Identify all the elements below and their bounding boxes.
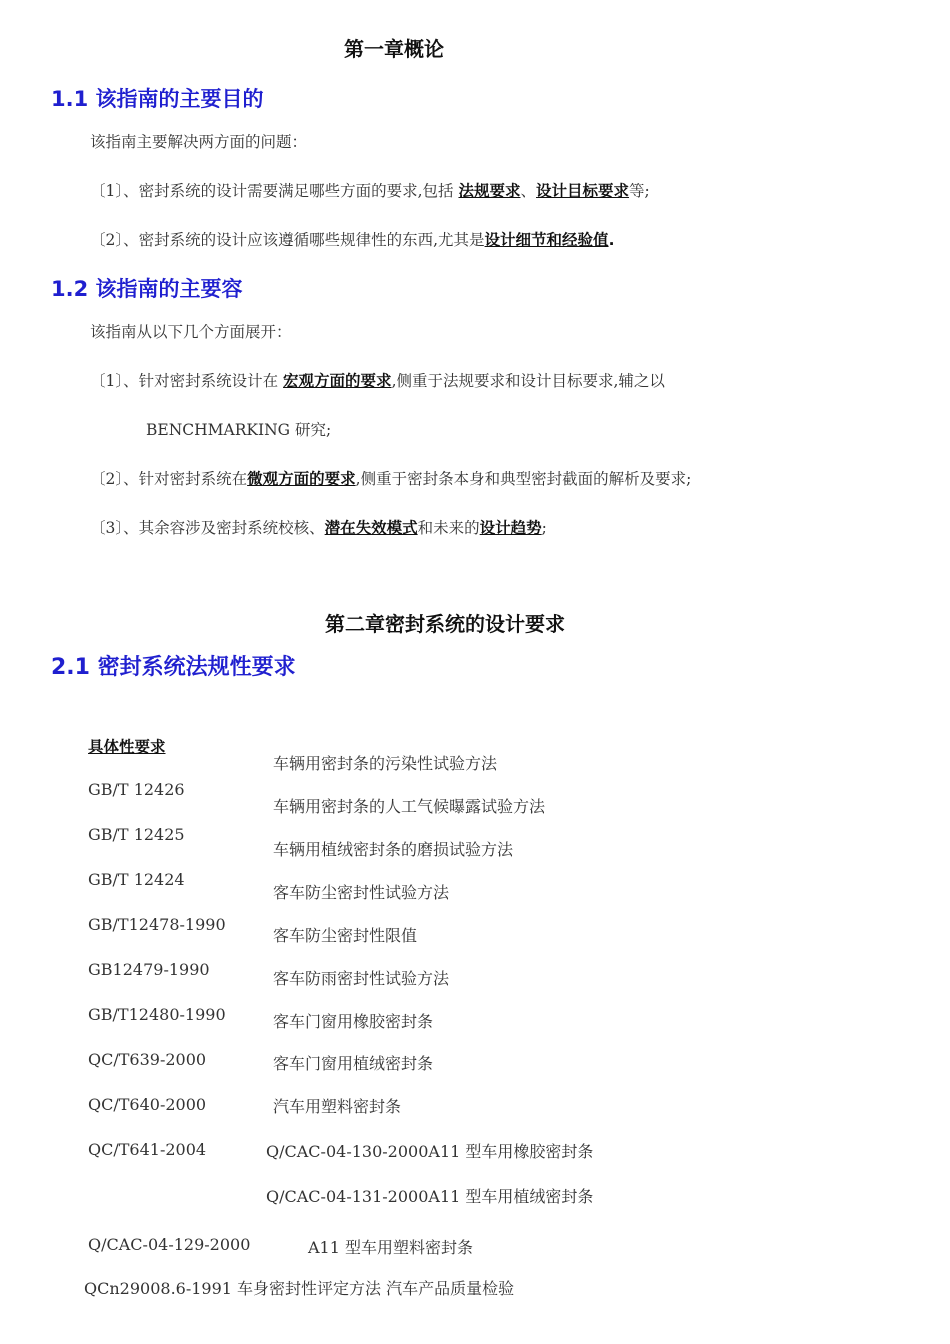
standard-name: 客车门窗用橡胶密封条 (273, 1012, 434, 1031)
standard-line: Q/CAC-04-130-2000A11 型车用橡胶密封条 (266, 1142, 594, 1161)
item-text: 〔1〕、密封系统的设计需要满足哪些方面的要求,包括 (90, 182, 459, 200)
item-text: 和未来的 (417, 519, 480, 537)
standard-code: GB/T 12424 (88, 870, 185, 889)
section-1-2-item-1 (90, 369, 665, 391)
standard-name: A11 型车用塑料密封条 (308, 1238, 474, 1257)
standard-name: 客车门窗用植绒密封条 (273, 1054, 434, 1073)
emphasis-term: 设计目标要求 (536, 182, 630, 200)
standard-name: 汽车用塑料密封条 (273, 1097, 402, 1116)
section-1-2-item-1-continued: BENCHMARKING 研究; (146, 421, 332, 439)
standard-code: GB/T 12425 (88, 825, 185, 844)
standard-line: QCn29008.6-1991 车身密封性评定方法 汽车产品质量检验 (84, 1279, 515, 1298)
emphasis-term: 法规要求 (458, 182, 521, 200)
emphasis-term: 设计细节和经验值 (484, 231, 609, 249)
standard-code: Q/CAC-04-129-2000 (88, 1235, 251, 1254)
item-text: 〔1〕、针对密封系统设计在 (90, 372, 284, 390)
requirements-header: 具体性要求 (88, 738, 166, 756)
chapter-1-title: 第一章概论 (344, 37, 444, 61)
item-text: . (608, 231, 615, 249)
item-text: 等; (629, 182, 650, 200)
standard-code: GB12479-1990 (88, 960, 210, 979)
standard-code: QC/T641-2004 (88, 1140, 207, 1159)
standard-name: 客车防尘密封性限值 (273, 926, 418, 945)
section-1-2-item-3 (90, 516, 547, 538)
standard-code: QC/T640-2000 (88, 1095, 207, 1114)
section-1-2-intro: 该指南从以下几个方面展开： (90, 323, 292, 341)
section-1-1-item-2 (90, 228, 614, 250)
section-1-1-intro: 该指南主要解决两方面的问题： (90, 133, 308, 151)
standard-name: 客车防尘密封性试验方法 (273, 883, 450, 902)
item-text: ; (541, 519, 547, 537)
standard-name: 客车防雨密封性试验方法 (273, 969, 450, 988)
section-1-2-item-2 (90, 467, 691, 489)
standard-name: 车辆用密封条的人工气候曝露试验方法 (273, 797, 546, 816)
item-text: 〔2〕、针对密封系统在 (90, 470, 248, 488)
standard-code: GB/T12478-1990 (88, 915, 226, 934)
standard-code: QC/T639-2000 (88, 1050, 207, 1069)
item-text: 〔3〕、其余容涉及密封系统校核、 (90, 519, 325, 537)
item-text: 〔2〕、密封系统的设计应该遵循哪些规律性的东西,尤其是 (90, 231, 485, 249)
standard-name: 车辆用植绒密封条的磨损试验方法 (273, 840, 514, 859)
standard-code: GB/T12480-1990 (88, 1005, 226, 1024)
item-text: ,侧重于法规要求和设计目标要求,辅之以 (391, 372, 665, 390)
item-text: ,侧重于密封条本身和典型密封截面的解析及要求; (355, 470, 692, 488)
section-2-1-heading: 2.1 密封系统法规性要求 (51, 655, 296, 680)
section-1-2-heading: 1.2 该指南的主要容 (51, 277, 243, 301)
section-1-1-heading: 1.1 该指南的主要目的 (51, 87, 264, 111)
standard-code: GB/T 12426 (88, 780, 185, 799)
chapter-2-title: 第二章密封系统的设计要求 (325, 612, 565, 636)
emphasis-term: 微观方面的要求 (247, 470, 356, 488)
standard-name: 车辆用密封条的污染性试验方法 (273, 754, 498, 773)
section-1-1-item-1 (90, 179, 650, 201)
emphasis-term: 宏观方面的要求 (283, 372, 392, 390)
emphasis-term: 设计趋势 (479, 519, 542, 537)
emphasis-term: 潜在失效模式 (324, 519, 418, 537)
standard-line: Q/CAC-04-131-2000A11 型车用植绒密封条 (266, 1187, 594, 1206)
item-text: 、 (520, 182, 536, 200)
